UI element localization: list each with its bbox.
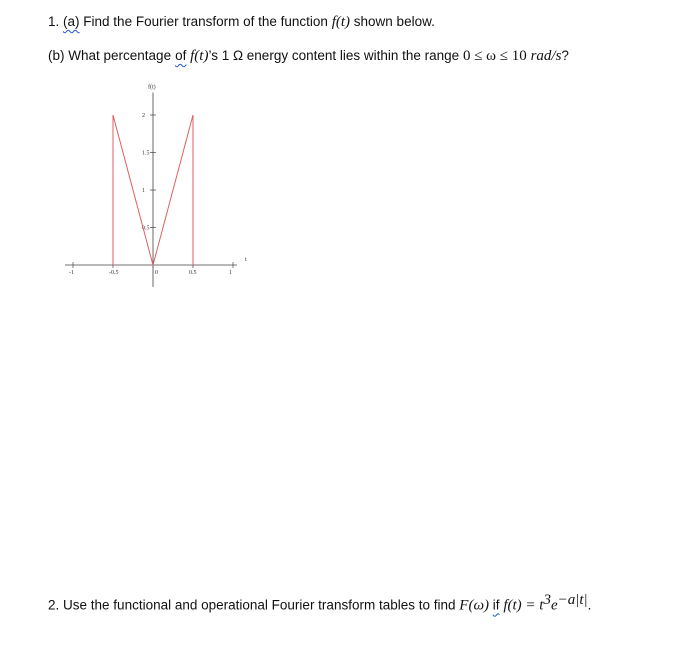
question-number-2: 2.	[48, 597, 60, 613]
part-b-of: of	[175, 48, 187, 63]
part-b-text: What percentage	[68, 48, 172, 63]
x-tick-label: 0.5	[189, 270, 197, 276]
part-a-text-end: shown below.	[353, 14, 435, 29]
part-b-label: (b)	[48, 48, 65, 63]
part-a-text: Find the Fourier transform of the function	[83, 14, 328, 29]
x-tick-label: 0	[155, 270, 158, 276]
x-tick-label: -1	[69, 270, 74, 276]
q2-e: e	[550, 597, 558, 614]
q2-exp-neg: −a|t|	[557, 592, 588, 608]
x-tick-label: 1	[229, 270, 232, 276]
part-b-unit: rad/s	[530, 48, 562, 64]
part-a-label: (a)	[63, 14, 80, 29]
part-b-range: 0 ≤ ω ≤ 10	[462, 48, 527, 64]
question-2	[48, 592, 591, 615]
plot-ticks	[69, 113, 233, 276]
y-tick-label: 0.5	[142, 225, 150, 232]
q2-text: Use the functional and operational Fourier transform tables to find	[63, 597, 456, 613]
y-tick-label: 1	[142, 188, 145, 194]
function-symbol: f(t)	[331, 14, 351, 30]
q2-transform: F(ω)	[459, 597, 490, 614]
q2-function: f(t) = t	[503, 597, 544, 614]
q2-exp-3: 3	[543, 592, 551, 608]
question-number: 1.	[48, 14, 60, 29]
q2-if: if	[492, 597, 500, 613]
part-b-end: ?	[561, 48, 569, 63]
q2-end: .	[587, 597, 592, 613]
part-b-text-2: ’s 1 Ω energy content lies within the range	[208, 48, 460, 63]
part-b-function: f(t)	[190, 48, 209, 64]
y-axis-label: f(t)	[148, 84, 156, 91]
y-tick-label: 2	[142, 113, 145, 119]
x-tick-label: -0.5	[109, 270, 119, 276]
y-tick-label: 1.5	[142, 150, 150, 157]
x-axis-label: t	[245, 257, 247, 263]
